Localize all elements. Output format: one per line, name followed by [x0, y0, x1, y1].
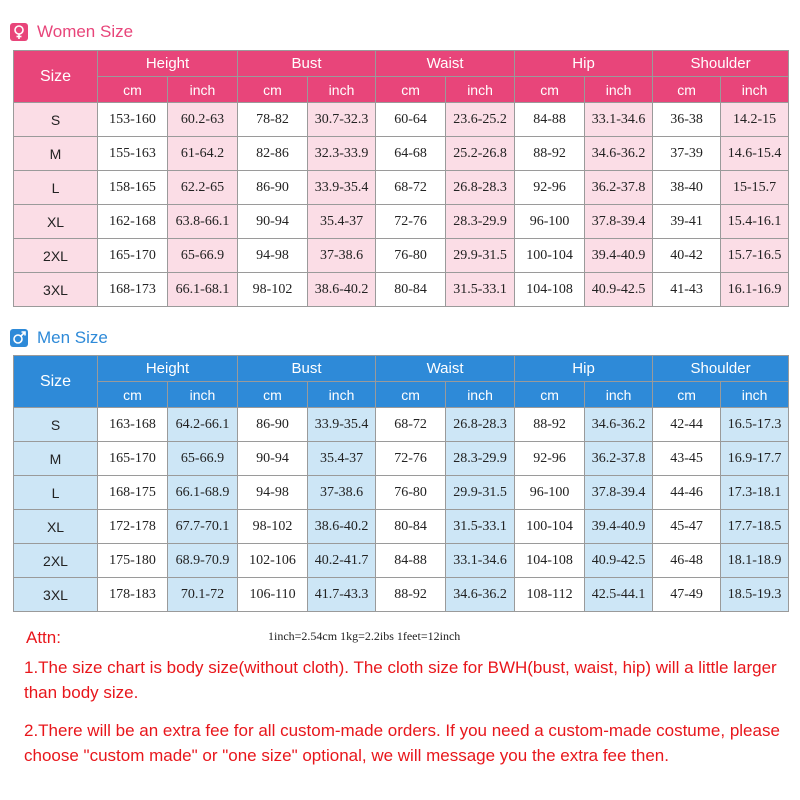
unit-header: cm: [376, 77, 446, 103]
measurement-cell: 61-64.2: [168, 137, 238, 171]
size-cell: 2XL: [14, 544, 98, 578]
measurement-cell: 162-168: [98, 205, 168, 239]
measurement-cell: 28.3-29.9: [446, 442, 515, 476]
unit-header: cm: [238, 382, 308, 408]
table-row: [14, 510, 789, 544]
unit-header: inch: [721, 382, 789, 408]
male-symbol-icon: [10, 329, 28, 347]
measurement-cell: 33.1-34.6: [585, 103, 653, 137]
measurement-cell: 88-92: [515, 408, 585, 442]
table-row: [14, 239, 789, 273]
measurement-cell: 31.5-33.1: [446, 510, 515, 544]
bust-header: Bust: [238, 51, 376, 77]
measurement-cell: 76-80: [376, 239, 446, 273]
table-row: [14, 476, 789, 510]
size-cell: XL: [14, 205, 98, 239]
measurement-cell: 33.1-34.6: [446, 544, 515, 578]
men-size-title: [10, 328, 108, 348]
measurement-cell: 40.9-42.5: [585, 544, 653, 578]
unit-header: cm: [376, 382, 446, 408]
unit-header: inch: [721, 77, 789, 103]
measurement-cell: 39-41: [653, 205, 721, 239]
measurement-cell: 43-45: [653, 442, 721, 476]
measurement-cell: 165-170: [98, 239, 168, 273]
measurement-cell: 68-72: [376, 171, 446, 205]
measurement-cell: 106-110: [238, 578, 308, 612]
table-row: [14, 578, 789, 612]
measurement-cell: 104-108: [515, 544, 585, 578]
measurement-cell: 108-112: [515, 578, 585, 612]
measurement-cell: 80-84: [376, 273, 446, 307]
size-cell: S: [14, 103, 98, 137]
measurement-cell: 40-42: [653, 239, 721, 273]
size-cell: 3XL: [14, 578, 98, 612]
measurement-cell: 76-80: [376, 476, 446, 510]
measurement-cell: 39.4-40.9: [585, 510, 653, 544]
measurement-cell: 29.9-31.5: [446, 476, 515, 510]
measurement-cell: 102-106: [238, 544, 308, 578]
measurement-cell: 90-94: [238, 205, 308, 239]
women-table-body: [14, 103, 789, 307]
bust-header: Bust: [238, 356, 376, 382]
size-cell: S: [14, 408, 98, 442]
men-size-title-text: Men Size: [37, 328, 108, 347]
women-size-title-text: Women Size: [37, 22, 134, 41]
measurement-cell: 96-100: [515, 476, 585, 510]
measurement-cell: 153-160: [98, 103, 168, 137]
unit-header: cm: [98, 77, 168, 103]
measurement-cell: 17.7-18.5: [721, 510, 789, 544]
size-cell: M: [14, 442, 98, 476]
measurement-cell: 172-178: [98, 510, 168, 544]
measurement-cell: 98-102: [238, 273, 308, 307]
table-row: [14, 137, 789, 171]
measurement-cell: 18.1-18.9: [721, 544, 789, 578]
measurement-cell: 104-108: [515, 273, 585, 307]
measurement-cell: 34.6-36.2: [585, 408, 653, 442]
measurement-cell: 16.5-17.3: [721, 408, 789, 442]
measurement-cell: 163-168: [98, 408, 168, 442]
measurement-cell: 46-48: [653, 544, 721, 578]
measurement-cell: 60-64: [376, 103, 446, 137]
measurement-cell: 36-38: [653, 103, 721, 137]
measurement-cell: 98-102: [238, 510, 308, 544]
measurement-cell: 86-90: [238, 408, 308, 442]
measurement-cell: 100-104: [515, 239, 585, 273]
measurement-cell: 36.2-37.8: [585, 171, 653, 205]
size-cell: XL: [14, 510, 98, 544]
measurement-cell: 92-96: [515, 442, 585, 476]
measurement-cell: 34.6-36.2: [585, 137, 653, 171]
measurement-cell: 15.4-16.1: [721, 205, 789, 239]
measurement-cell: 25.2-26.8: [446, 137, 515, 171]
measurement-cell: 68-72: [376, 408, 446, 442]
measurement-cell: 64-68: [376, 137, 446, 171]
men-table-body: [14, 408, 789, 612]
unit-conversion-note: 1inch=2.54cm 1kg=2.2ibs 1feet=12inch: [268, 629, 461, 643]
measurement-cell: 42-44: [653, 408, 721, 442]
measurement-cell: 15-15.7: [721, 171, 789, 205]
unit-header: cm: [515, 77, 585, 103]
measurement-cell: 84-88: [515, 103, 585, 137]
measurement-cell: 94-98: [238, 476, 308, 510]
unit-header: cm: [653, 382, 721, 408]
measurement-cell: 14.2-15: [721, 103, 789, 137]
measurement-cell: 72-76: [376, 442, 446, 476]
measurement-cell: 40.9-42.5: [585, 273, 653, 307]
table-row: [14, 205, 789, 239]
men-size-table: [13, 355, 789, 612]
size-cell: L: [14, 476, 98, 510]
measurement-cell: 33.9-35.4: [308, 408, 376, 442]
measurement-cell: 78-82: [238, 103, 308, 137]
measurement-cell: 100-104: [515, 510, 585, 544]
measurement-cell: 165-170: [98, 442, 168, 476]
measurement-cell: 168-173: [98, 273, 168, 307]
measurement-cell: 30.7-32.3: [308, 103, 376, 137]
measurement-cell: 60.2-63: [168, 103, 238, 137]
unit-header: inch: [585, 77, 653, 103]
height-header: Height: [98, 356, 238, 382]
hip-header: Hip: [515, 356, 653, 382]
measurement-cell: 31.5-33.1: [446, 273, 515, 307]
measurement-cell: 37.8-39.4: [585, 205, 653, 239]
size-cell: M: [14, 137, 98, 171]
size-header: Size: [14, 51, 98, 103]
note-custom-fee: 2.There will be an extra fee for all custom-made orders. If you need a custom-made costume, please choose "custom made" or "one size" optional, we will message you the extra fee then.: [24, 721, 780, 765]
measurement-cell: 94-98: [238, 239, 308, 273]
women-size-title: [10, 22, 133, 42]
unit-header: inch: [308, 77, 376, 103]
table-row: [14, 171, 789, 205]
measurement-cell: 26.8-28.3: [446, 171, 515, 205]
measurement-cell: 37-38.6: [308, 239, 376, 273]
measurement-cell: 168-175: [98, 476, 168, 510]
unit-header: cm: [238, 77, 308, 103]
measurement-cell: 86-90: [238, 171, 308, 205]
unit-header: inch: [585, 382, 653, 408]
measurement-cell: 65-66.9: [168, 442, 238, 476]
waist-header: Waist: [376, 51, 515, 77]
size-header: Size: [14, 356, 98, 408]
measurement-cell: 35.4-37: [308, 442, 376, 476]
measurement-cell: 18.5-19.3: [721, 578, 789, 612]
measurement-cell: 67.7-70.1: [168, 510, 238, 544]
unit-header: inch: [168, 382, 238, 408]
measurement-cell: 40.2-41.7: [308, 544, 376, 578]
measurement-cell: 36.2-37.8: [585, 442, 653, 476]
measurement-cell: 90-94: [238, 442, 308, 476]
measurement-cell: 155-163: [98, 137, 168, 171]
measurement-cell: 15.7-16.5: [721, 239, 789, 273]
measurement-cell: 82-86: [238, 137, 308, 171]
shoulder-header: Shoulder: [653, 51, 789, 77]
measurement-cell: 37-39: [653, 137, 721, 171]
measurement-cell: 38.6-40.2: [308, 510, 376, 544]
measurement-cell: 80-84: [376, 510, 446, 544]
unit-header: inch: [168, 77, 238, 103]
measurement-cell: 14.6-15.4: [721, 137, 789, 171]
table-row: [14, 273, 789, 307]
measurement-cell: 92-96: [515, 171, 585, 205]
measurement-cell: 41.7-43.3: [308, 578, 376, 612]
measurement-cell: 70.1-72: [168, 578, 238, 612]
measurement-cell: 72-76: [376, 205, 446, 239]
measurement-cell: 41-43: [653, 273, 721, 307]
measurement-cell: 178-183: [98, 578, 168, 612]
measurement-cell: 32.3-33.9: [308, 137, 376, 171]
measurement-cell: 26.8-28.3: [446, 408, 515, 442]
table-row: [14, 408, 789, 442]
measurement-cell: 62.2-65: [168, 171, 238, 205]
attn-label: Attn:: [26, 628, 61, 647]
measurement-cell: 16.9-17.7: [721, 442, 789, 476]
measurement-cell: 45-47: [653, 510, 721, 544]
shoulder-header: Shoulder: [653, 356, 789, 382]
unit-header: inch: [446, 77, 515, 103]
measurement-cell: 37.8-39.4: [585, 476, 653, 510]
measurement-cell: 65-66.9: [168, 239, 238, 273]
size-cell: 2XL: [14, 239, 98, 273]
measurement-cell: 17.3-18.1: [721, 476, 789, 510]
measurement-cell: 33.9-35.4: [308, 171, 376, 205]
measurement-cell: 66.1-68.1: [168, 273, 238, 307]
measurement-cell: 158-165: [98, 171, 168, 205]
table-row: [14, 442, 789, 476]
table-row: [14, 544, 789, 578]
measurement-cell: 42.5-44.1: [585, 578, 653, 612]
measurement-cell: 29.9-31.5: [446, 239, 515, 273]
measurement-cell: 44-46: [653, 476, 721, 510]
hip-header: Hip: [515, 51, 653, 77]
measurement-cell: 63.8-66.1: [168, 205, 238, 239]
measurement-cell: 38-40: [653, 171, 721, 205]
measurement-cell: 39.4-40.9: [585, 239, 653, 273]
measurement-cell: 35.4-37: [308, 205, 376, 239]
measurement-cell: 28.3-29.9: [446, 205, 515, 239]
unit-header: inch: [308, 382, 376, 408]
measurement-cell: 23.6-25.2: [446, 103, 515, 137]
women-size-table: [13, 50, 789, 307]
measurement-cell: 96-100: [515, 205, 585, 239]
unit-header: cm: [98, 382, 168, 408]
measurement-cell: 64.2-66.1: [168, 408, 238, 442]
note-body-size: 1.The size chart is body size(without cloth). The cloth size for BWH(bust, waist, hip) will a little larger than body size.: [24, 658, 777, 702]
height-header: Height: [98, 51, 238, 77]
measurement-cell: 66.1-68.9: [168, 476, 238, 510]
female-symbol-icon: [10, 23, 28, 41]
unit-header: cm: [515, 382, 585, 408]
measurement-cell: 88-92: [376, 578, 446, 612]
measurement-cell: 38.6-40.2: [308, 273, 376, 307]
measurement-cell: 84-88: [376, 544, 446, 578]
measurement-cell: 175-180: [98, 544, 168, 578]
measurement-cell: 34.6-36.2: [446, 578, 515, 612]
unit-header: cm: [653, 77, 721, 103]
measurement-cell: 47-49: [653, 578, 721, 612]
measurement-cell: 88-92: [515, 137, 585, 171]
unit-header: inch: [446, 382, 515, 408]
measurement-cell: 37-38.6: [308, 476, 376, 510]
size-cell: 3XL: [14, 273, 98, 307]
measurement-cell: 68.9-70.9: [168, 544, 238, 578]
waist-header: Waist: [376, 356, 515, 382]
table-row: [14, 103, 789, 137]
measurement-cell: 16.1-16.9: [721, 273, 789, 307]
size-cell: L: [14, 171, 98, 205]
